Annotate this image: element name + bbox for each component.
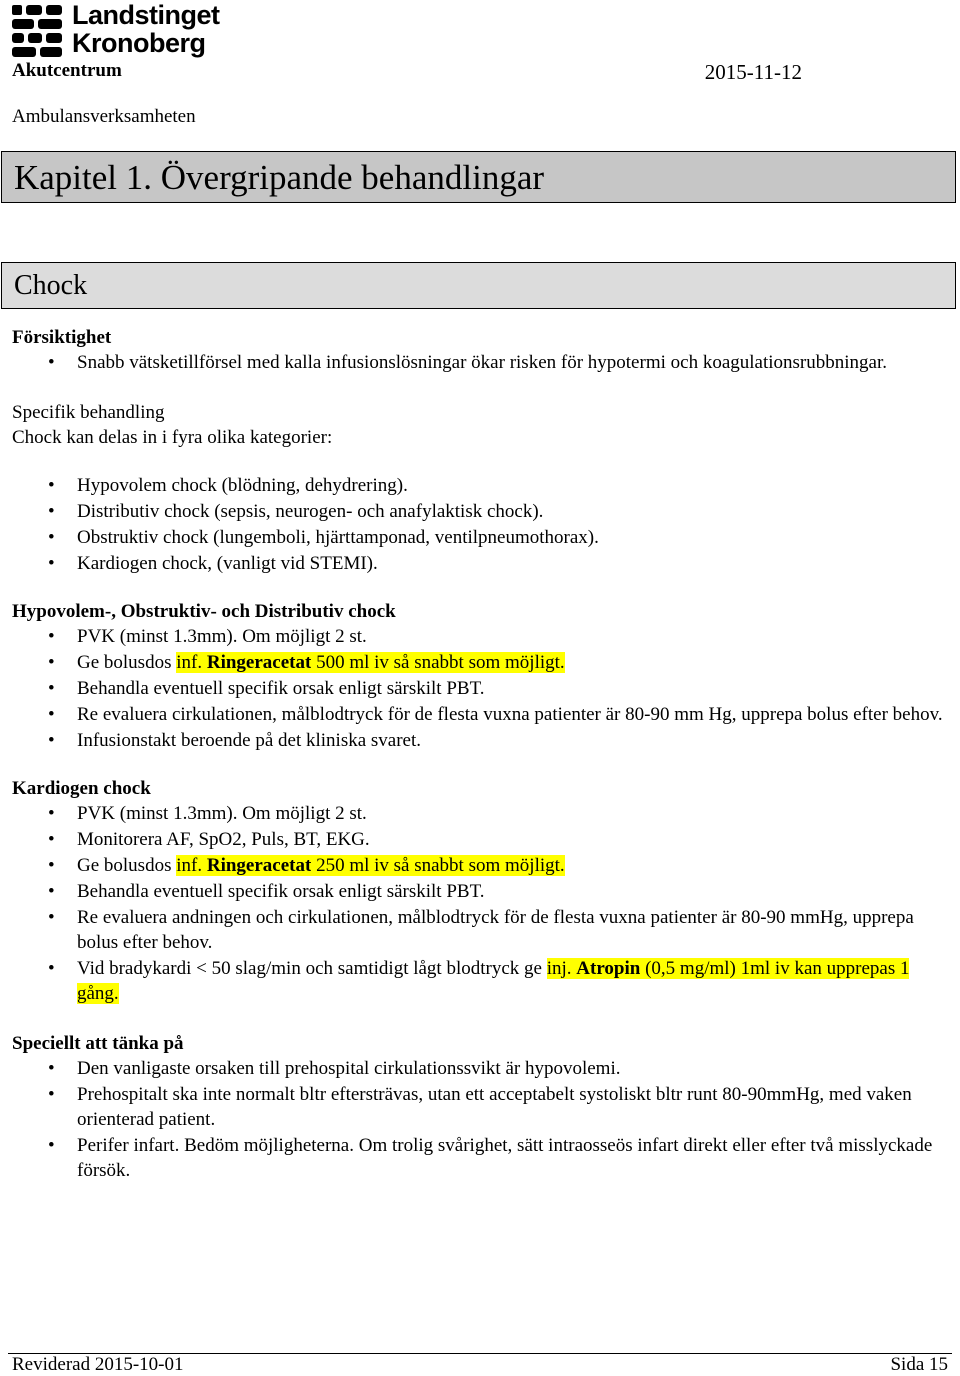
drug-name: Ringeracetat [206,855,312,876]
bullet-icon: • [48,553,55,574]
subdepartment: Ambulansverksamheten [12,106,196,127]
list-item: • Behandla eventuell specifik orsak enligt särskilt PBT. [48,678,485,699]
list-item: • Re evaluera cirkulationen, målblodtryck för de flesta vuxna patienter är 80-90 mm Hg, upprepa bolus efter behov. [48,704,943,725]
section-banner [1,262,956,309]
bullet-icon: • [48,829,55,850]
hypovolem-list [12,624,952,753]
list-item: • Prehospitalt ska inte normalt bltr eftersträvas, utan ett acceptabelt systoliskt bltr runt 80-90mmHg, med vaken orienterad patient. [48,1084,912,1130]
drug-name: Ringeracetat [206,652,312,673]
bullet-icon: • [48,907,55,928]
kardiogen-heading: Kardiogen chock [12,778,151,799]
bullet-icon: • [48,501,55,522]
list-item: • Ge bolusdos inf. Ringeracetat 500 ml iv så snabbt som möjligt. [48,652,565,673]
bullet-icon: • [48,527,55,548]
specific-intro: Chock kan delas in i fyra olika kategorier: [12,427,333,448]
bullet-icon: • [48,1084,55,1105]
list-item: • Kardiogen chock, (vanligt vid STEMI). [48,553,378,574]
bullet-icon: • [48,1135,55,1156]
bullet-icon: • [48,881,55,902]
bullet-icon: • [48,958,55,979]
list-item: • PVK (minst 1.3mm). Om möjligt 2 st. [48,803,367,824]
section-title: Chock [14,270,88,301]
bullet-icon: • [48,678,55,699]
bullet-icon: • [48,730,55,751]
landstinget-logo-mark-icon [12,3,64,59]
list-item: • PVK (minst 1.3mm). Om möjligt 2 st. [48,626,367,647]
bullet-icon: • [48,626,55,647]
kardiogen-list [12,801,952,1006]
department: Akutcentrum [12,60,122,81]
list-item: • Vid bradykardi < 50 slag/min och samtidigt lågt blodtryck ge inj. Atropin (0,5 mg/ml) 1ml iv kan upprepas 1 gång. [48,958,910,1004]
bullet-icon: • [48,704,55,725]
list-item: • Perifer infart. Bedöm möjligheterna. Om trolig svårighet, sätt intraosseös infart direkt eller efter två misslyckade försök. [48,1135,933,1181]
list-item: • Snabb vätsketillförsel med kalla infusionslösningar ökar risken för hypotermi och koagulationsrubbningar. [48,352,887,373]
logo-line-2: Kronoberg [72,28,206,58]
logo-line-1: Landstinget [72,0,220,30]
list-item: • Infusionstakt beroende på det kliniska svaret. [48,730,422,751]
special-list [12,1056,952,1183]
caution-list [12,350,952,375]
list-item: • Re evaluera andningen och cirkulationen, målblodtryck för de flesta vuxna patienter är 80-90 mmHg, upprepa bolus efter behov. [48,907,914,953]
bullet-icon: • [48,352,55,373]
specific-list [12,473,952,576]
special-heading: Speciellt att tänka på [12,1033,184,1054]
bullet-icon: • [48,803,55,824]
chapter-banner [1,151,956,203]
bullet-icon: • [48,652,55,673]
bullet-icon: • [48,475,55,496]
specific-heading: Specifik behandling [12,402,165,423]
document-date: 2015-11-12 [704,60,802,84]
list-item: • Ge bolusdos inf. Ringeracetat 250 ml iv så snabbt som möjligt. [48,855,565,876]
drug-name: Atropin [576,958,641,979]
caution-heading: Försiktighet [12,327,112,348]
bullet-icon: • [48,855,55,876]
list-item: • Obstruktiv chock (lungemboli, hjärttamponad, ventilpneumothorax). [48,527,599,548]
list-item: • Behandla eventuell specifik orsak enligt särskilt PBT. [48,881,485,902]
bullet-icon: • [48,1058,55,1079]
hypovolem-heading: Hypovolem-, Obstruktiv- och Distributiv chock [12,601,396,622]
logo [12,0,242,59]
list-item: • Den vanligaste orsaken till prehospital cirkulationssvikt är hypovolemi. [48,1058,621,1079]
list-item: • Monitorera AF, SpO2, Puls, BT, EKG. [48,829,370,850]
page-number: Sida 15 [890,1354,948,1375]
chapter-title: Kapitel 1. Övergripande behandlingar [14,158,545,197]
list-item: • Hypovolem chock (blödning, dehydrering). [48,475,408,496]
logo-wordmark [72,1,220,57]
revision-date: Reviderad 2015-10-01 [12,1354,184,1375]
list-item: • Distributiv chock (sepsis, neurogen- och anafylaktisk chock). [48,501,544,522]
document-body [12,325,952,1184]
